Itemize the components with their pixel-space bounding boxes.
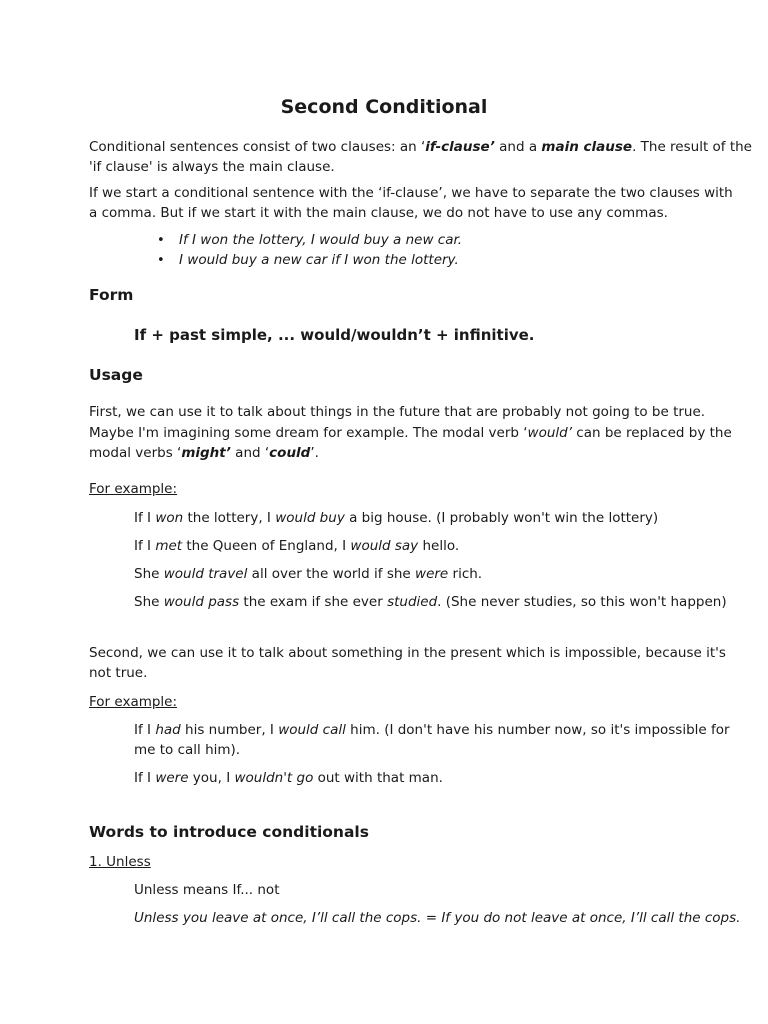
example-sentence <box>134 508 658 529</box>
verb: had <box>155 722 181 738</box>
example-sentence <box>134 768 443 789</box>
verb: would say <box>350 538 419 554</box>
text: If I <box>134 538 156 554</box>
intro-paragraph-2-line-2: a comma. But if we start it with the main clause, we do not have to use any commas. <box>89 205 668 221</box>
text: his number, I <box>180 722 279 738</box>
text: and a <box>494 139 542 155</box>
text: rich. <box>448 566 483 582</box>
bullet-text: I would buy a new car if I won the lottery. <box>179 252 459 268</box>
text: If I <box>134 510 156 526</box>
text: If I <box>134 722 156 738</box>
section-heading-form: Form <box>89 286 134 304</box>
bullet-text: If I won the lottery, I would buy a new car. <box>179 232 463 248</box>
text: the exam if she ever <box>239 594 388 610</box>
text: ’. <box>310 445 319 461</box>
usage-paragraph-2-line-1: Second, we can use it to talk about something in the present which is impossible, because it's <box>89 645 726 661</box>
list-item-label: 1. Unless <box>89 854 151 870</box>
term-if-clause: if-clause’ <box>425 139 495 155</box>
example-sentence <box>134 592 727 613</box>
intro-paragraph-1-line-2: 'if clause' is always the main clause. <box>89 159 335 175</box>
text: the Queen of England, I <box>182 538 351 554</box>
term-could: could <box>269 445 311 461</box>
usage-paragraph-2-line-2: not true. <box>89 665 148 681</box>
verb: wouldn't go <box>234 770 314 786</box>
page-title: Second Conditional <box>280 96 488 118</box>
text: a big house. (I probably won't win the lottery) <box>344 510 659 526</box>
text: hello. <box>418 538 460 554</box>
verb: won <box>155 510 184 526</box>
example-sentence-continued: me to call him). <box>134 742 241 758</box>
verb: would call <box>278 722 346 738</box>
text: and ‘ <box>230 445 270 461</box>
text: . The result of the <box>632 139 752 155</box>
section-heading-words: Words to introduce conditionals <box>89 823 369 841</box>
text: the lottery, I <box>183 510 276 526</box>
text: If I <box>134 770 156 786</box>
usage-paragraph-1-line-1: First, we can use it to talk about things in the future that are probably not going to be true. <box>89 404 706 420</box>
text: . (She never studies, so this won't happen) <box>437 594 727 610</box>
bullet-dot-icon: • <box>157 233 165 248</box>
verb: would travel <box>163 566 248 582</box>
text: She <box>134 566 164 582</box>
verb: studied <box>387 594 438 610</box>
text: Maybe I'm imagining some dream for example. The modal verb ‘ <box>89 425 528 441</box>
verb: would pass <box>163 594 240 610</box>
text: can be replaced by the <box>572 425 732 441</box>
term-would: would’ <box>527 425 573 441</box>
term-main-clause: main clause <box>541 139 633 155</box>
definition-text: Unless means If... not <box>134 882 280 898</box>
verb: would buy <box>275 510 345 526</box>
example-label: For example: <box>89 694 178 710</box>
text: out with that man. <box>313 770 443 786</box>
verb: met <box>155 538 183 554</box>
text: all over the world if she <box>247 566 416 582</box>
example-sentence <box>134 536 459 557</box>
example-label: For example: <box>89 481 178 497</box>
usage-paragraph-1-line-2 <box>89 423 732 444</box>
example-sentence <box>134 720 730 741</box>
form-formula: If + past simple, ... would/wouldn’t + infinitive. <box>134 326 535 344</box>
term-might: might’ <box>181 445 231 461</box>
verb: were <box>155 770 189 786</box>
text: him. (I don't have his number now, so it's impossible for <box>345 722 730 738</box>
intro-paragraph-2-line-1: If we start a conditional sentence with the ‘if-clause’, we have to separate the two clauses with <box>89 185 733 201</box>
verb: were <box>415 566 449 582</box>
intro-paragraph-1-line-1 <box>89 137 752 158</box>
text: modal verbs ‘ <box>89 445 182 461</box>
usage-paragraph-1-line-3 <box>89 443 319 464</box>
example-sentence <box>134 564 482 585</box>
text: She <box>134 594 164 610</box>
bullet-dot-icon: • <box>157 253 165 268</box>
section-heading-usage: Usage <box>89 366 143 384</box>
example-sentence: Unless you leave at once, I’ll call the cops. = If you do not leave at once, I’ll call the cops. <box>134 910 741 926</box>
text: Conditional sentences consist of two clauses: an ‘ <box>89 139 426 155</box>
text: you, I <box>188 770 235 786</box>
